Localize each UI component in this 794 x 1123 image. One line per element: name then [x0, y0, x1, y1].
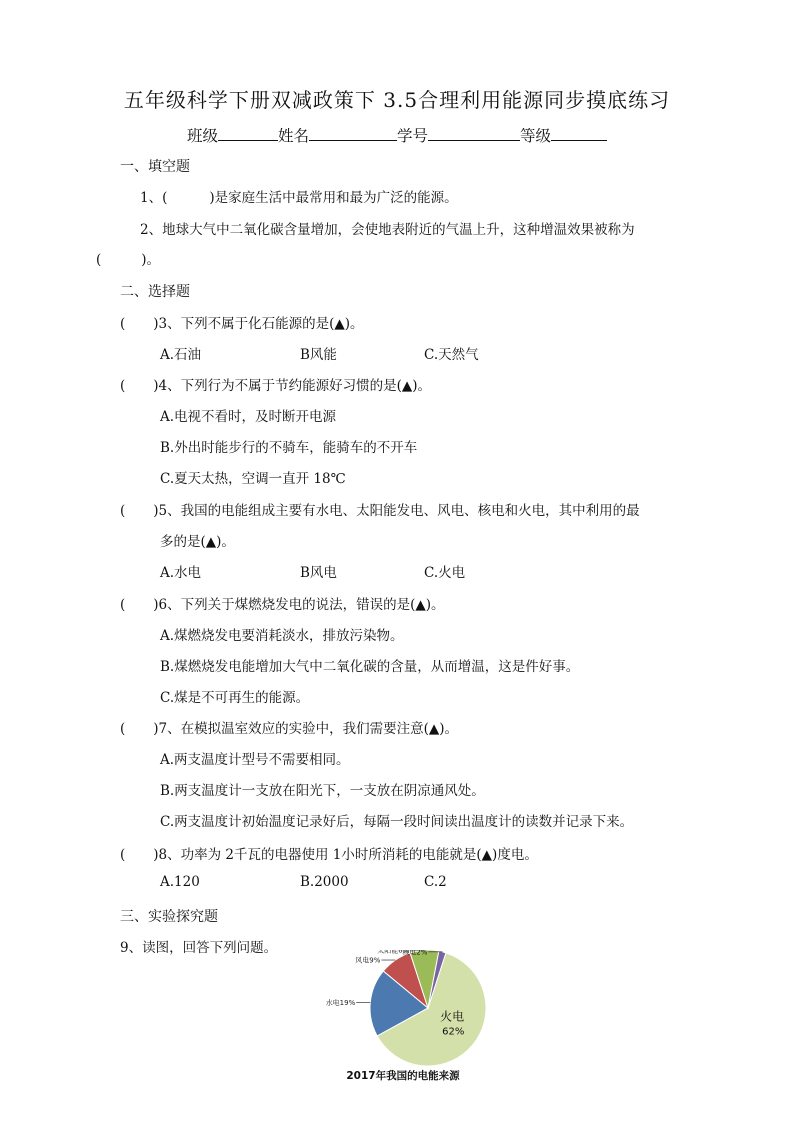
q5-stem-line1: )5、我国的电能组成主要有水电、太阳能发电、风电、核电和火电，其中利用的最: [153, 503, 640, 519]
id-label: 学号: [397, 127, 429, 145]
grade-label: 等级: [520, 127, 552, 145]
chart-title: 2017年我国的电能来源: [346, 1070, 460, 1082]
pie-label-1: 水电19%: [325, 999, 356, 1008]
pie-label-2: 风电9%: [355, 956, 381, 965]
q4-option-c[interactable]: C.夏天太热，空调一直开 18℃: [160, 471, 346, 487]
q6-stem: )6、下列关于煤燃烧发电的说法，错误的是(▲)。: [153, 597, 445, 613]
q7-option-b[interactable]: B.两支温度计一支放在阳光下，一支放在阴凉通风处。: [160, 783, 485, 799]
question-7: [120, 717, 458, 737]
q8-option-b[interactable]: B.2000: [300, 874, 349, 890]
q4-option-a[interactable]: A.电视不看时，及时断开电源: [160, 409, 337, 425]
q8-open-paren: (: [120, 847, 126, 863]
q5-stem-line2: 多的是(▲)。: [160, 534, 235, 550]
q8-option-a[interactable]: A.120: [160, 874, 200, 890]
energy-pie-chart: [308, 950, 498, 1082]
pie-percent-0: 62%: [442, 1026, 465, 1038]
q3-open-paren: (: [120, 316, 126, 332]
page-title: 五年级科学下册双减政策下 3.5合理利用能源同步摸底练习: [123, 88, 671, 112]
q3-stem: )3、下列不属于化石能源的是(▲)。: [153, 316, 364, 332]
pie-label-4: 核电2%: [402, 950, 428, 957]
section-experiment-heading: 三、实验探究题: [120, 909, 218, 925]
question-5: [120, 499, 640, 519]
q1-open-paren: 1、(: [140, 190, 168, 206]
q5-option-a[interactable]: A.水电: [160, 565, 202, 581]
pie-svg: [308, 950, 498, 1068]
class-label: 班级: [186, 127, 218, 145]
q2-close: )。: [141, 252, 161, 268]
q7-stem: )7、在模拟温室效应的实验中，我们需要注意(▲)。: [153, 721, 459, 737]
q3-option-c[interactable]: C.天然气: [424, 347, 479, 363]
section-fill-heading: 一、填空题: [120, 159, 190, 175]
name-label: 姓名: [277, 127, 309, 145]
q5-option-b[interactable]: B风电: [300, 565, 337, 581]
q8-option-c[interactable]: C.2: [424, 874, 447, 890]
q6-option-a[interactable]: A.煤燃烧发电要消耗淡水，排放污染物。: [160, 628, 404, 644]
q4-option-b[interactable]: B.外出时能步行的不骑车，能骑车的不开车: [160, 440, 418, 456]
question-2-line1: 2、地球大气中二氧化碳含量增加，会使地表附近的气温上升，这种增温效果被称为: [140, 222, 635, 238]
q6-option-c[interactable]: C.煤是不可再生的能源。: [160, 690, 310, 706]
question-3: [120, 312, 364, 332]
q1-text: )是家庭生活中最常用和最为广泛的能源。: [209, 190, 458, 206]
id-blank[interactable]: [428, 126, 520, 141]
q7-option-a[interactable]: A.两支温度计型号不需要相同。: [160, 752, 350, 768]
student-info-row: [0, 124, 794, 146]
question-8: [120, 843, 538, 863]
pie-label-3: 太阳能8%: [377, 950, 410, 955]
question-6: [120, 593, 445, 613]
q8-stem: )8、功率为 2千瓦的电器使用 1小时所消耗的电能就是(▲)度电。: [153, 847, 538, 863]
section-choice-heading: 二、选择题: [120, 284, 190, 300]
q6-option-b[interactable]: B.煤燃烧发电能增加大气中二氧化碳的含量，从而增温，这是件好事。: [160, 659, 580, 675]
q5-open-paren: (: [120, 503, 126, 519]
q7-option-c[interactable]: C.两支温度计初始温度记录好后，每隔一段时间读出温度计的读数并记录下来。: [160, 814, 634, 830]
question-1: [140, 186, 458, 206]
question-2-line2: [96, 248, 160, 268]
pie-label-0: 火电: [440, 1009, 465, 1024]
question-9: 9、读图，回答下列问题。: [120, 940, 278, 956]
q7-open-paren: (: [120, 721, 126, 737]
class-blank[interactable]: [218, 126, 278, 141]
q4-stem: )4、下列行为不属于节约能源好习惯的是(▲)。: [153, 378, 432, 394]
question-4: [120, 374, 431, 394]
name-blank[interactable]: [309, 126, 397, 141]
q4-open-paren: (: [120, 378, 126, 394]
q6-open-paren: (: [120, 597, 126, 613]
q2-open-paren: (: [96, 252, 102, 268]
grade-blank[interactable]: [551, 126, 607, 141]
q3-option-b[interactable]: B风能: [300, 347, 337, 363]
q5-option-c[interactable]: C.火电: [424, 565, 466, 581]
q3-option-a[interactable]: A.石油: [160, 347, 202, 363]
